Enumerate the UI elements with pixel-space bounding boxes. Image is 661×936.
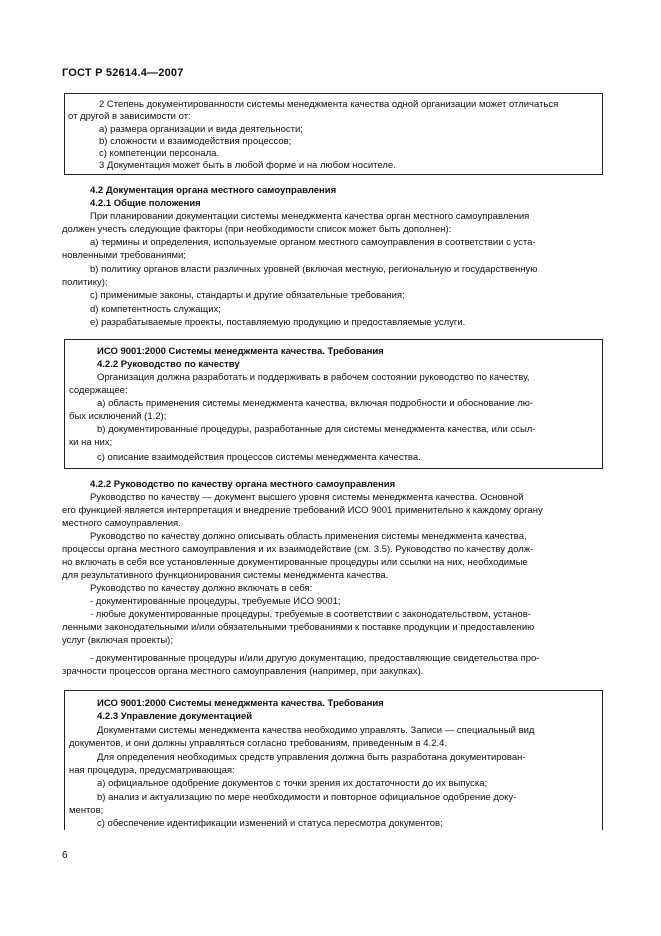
subsection-heading: 4.2.1 Общие положения (90, 198, 201, 209)
note-line: 3 Документация может быть в любой форме и на любом носителе. (99, 160, 396, 171)
note-line: а) размера организации и вида деятельности; (99, 124, 303, 135)
list-item: - документированные процедуры, требуемые ИСО 9001; (90, 596, 341, 607)
list-item: c) применимые законы, стандарты и другие обязательные требования; (90, 290, 405, 301)
list-item: услуг (включая проекты); (62, 635, 173, 646)
iso-box-title: ИСО 9001:2000 Системы менеджмента качества. Требования (97, 698, 384, 709)
iso-quote-box (64, 339, 603, 469)
paragraph-line: местного самоуправления. (62, 518, 181, 529)
iso-quote-box (64, 690, 603, 830)
iso-box-line: документов, и они должны управляться согласно требованиям, приведенным в 4.2.4. (69, 738, 448, 749)
iso-box-line: ки на них; (69, 437, 113, 448)
list-item: e) разрабатываемые проекты, поставляемую продукцию и предоставляемые услуги. (90, 317, 466, 328)
paragraph-line: При планировании документации системы менеджмента качества орган местного самоуправления (90, 211, 530, 222)
page-number: 6 (62, 850, 68, 861)
iso-box-line: b) анализ и актуализацию по мере необходимости и повторное официальное одобрение доку- (97, 792, 517, 803)
paragraph-line: его функцией является интерпретация и внедрение требований ИСО 9001 применительно к каждому органу (62, 505, 543, 516)
iso-box-line: ная процедура, предусматривающая: (69, 765, 235, 776)
iso-box-subheading: 4.2.2 Руководство по качеству (97, 359, 240, 370)
note-box (64, 93, 603, 175)
list-item: d) компетентность служащих; (90, 304, 221, 315)
document-header: ГОСТ Р 52614.4—2007 (62, 67, 184, 79)
iso-box-line: бых исключений (1.2); (69, 411, 167, 422)
iso-box-line: содержащее: (69, 385, 128, 396)
paragraph-line: Руководство по качеству должно включать в себя: (90, 583, 313, 594)
paragraph-line: Руководство по качеству должно описывать область применения системы менеджмента качества, (90, 531, 527, 542)
note-line: 2 Степень документированности системы менеджмента качества одной организации может отличаться (99, 99, 559, 110)
iso-box-line: c) описание взаимодействия процессов системы менеджмента качества. (97, 452, 421, 463)
iso-box-line: c) обеспечение идентификации изменений и статуса пересмотра документов; (97, 818, 443, 829)
iso-box-line: а) официальное одобрение документов с точки зрения их достаточности до их выпуска; (97, 778, 488, 789)
iso-box-line: Организация должна разработать и поддерживать в рабочем состоянии руководство по качеству, (97, 372, 530, 383)
list-item: зрачности процессов органа местного самоуправления (например, при закупках). (62, 666, 424, 677)
paragraph-line: процессы органа местного самоуправления и их взаимодействие (см. 3.5). Руководство по качеству долж- (62, 544, 534, 555)
list-item: новленными требованиями; (62, 250, 186, 261)
note-line: b) сложности и взаимодействия процессов; (99, 136, 292, 147)
list-item: - документированные процедуры и/или другую документацию, предоставляющие свидетельства про- (90, 653, 540, 664)
list-item: политику); (62, 277, 108, 288)
iso-box-subheading: 4.2.3 Управление документацией (97, 711, 253, 722)
iso-box-line: b) документированные процедуры, разработанные для системы менеджмента качества, или ссыл- (97, 424, 536, 435)
iso-box-line: Документами системы менеджмента качества необходимо управлять. Записи — специальный вид (97, 725, 535, 736)
iso-box-title: ИСО 9001:2000 Системы менеджмента качества. Требования (97, 346, 384, 357)
section-heading: 4.2 Документация органа местного самоуправления (90, 185, 337, 196)
list-item: ленными законодательными и/или обязательными требованиями к поставке продукции и предоставлению (62, 622, 535, 633)
paragraph-line: Руководство по качеству — документ высшего уровня системы менеджмента качества. Основной (90, 492, 524, 503)
paragraph-line: но включать в себя все установленные документированные процедуры или ссылки на них, необходимые (62, 557, 528, 568)
paragraph-line: должен учесть следующие факторы (при необходимости список может быть дополнен): (62, 224, 452, 235)
list-item: - любые документированные процедуры, требуемые в соответствии с законодательством, установ- (90, 609, 531, 620)
iso-box-line: ментов; (69, 805, 104, 816)
iso-box-line: Для определения необходимых средств управления должна быть разработана документирован- (97, 752, 526, 763)
list-item: b) политику органов власти различных уровней (включая местную, региональную и государственную (90, 264, 538, 275)
list-item: а) термины и определения, используемые органом местного самоуправления в соответствии с уста- (90, 237, 536, 248)
paragraph-line: для результативного функционирования системы менеджмента качества. (62, 570, 389, 581)
section-heading: 4.2.2 Руководство по качеству органа местного самоуправления (90, 479, 396, 490)
iso-box-line: а) область применения системы менеджмента качества, включая подробности и обоснование лю- (97, 398, 534, 409)
note-line: c) компетенции персонала. (99, 148, 220, 159)
note-line: от другой в зависимости от: (68, 111, 191, 122)
